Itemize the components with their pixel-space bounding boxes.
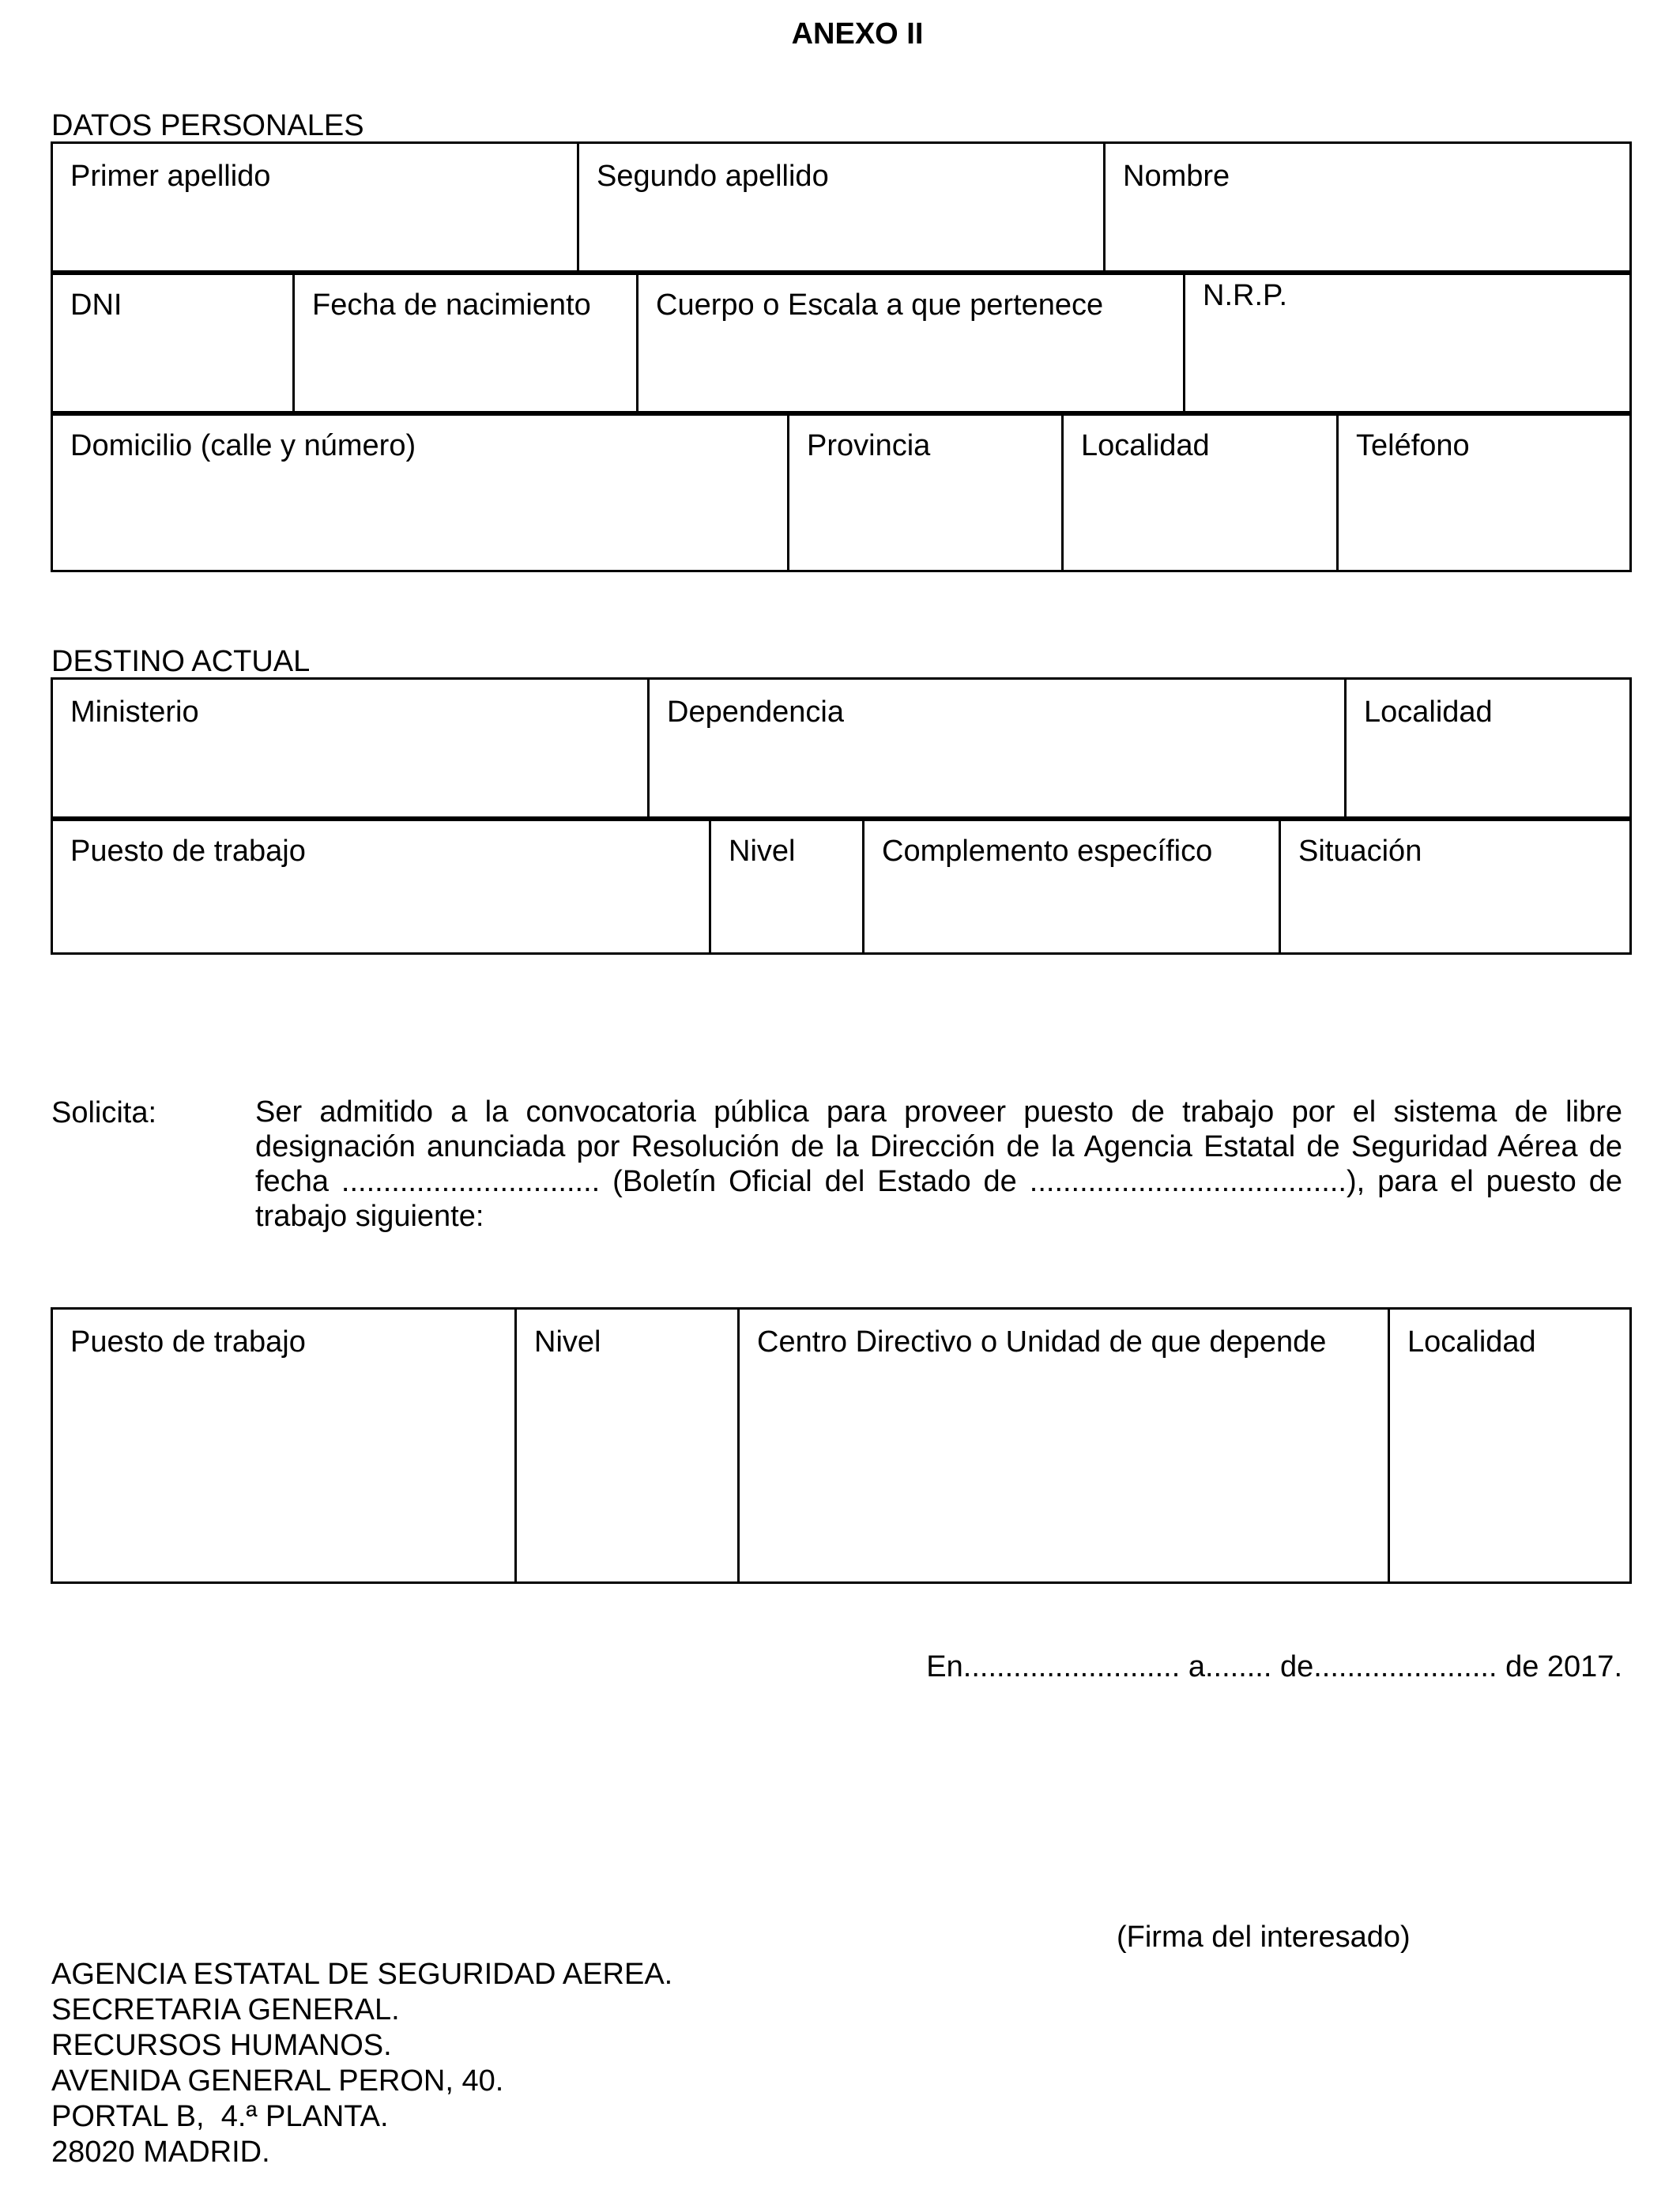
segundo-apellido-field[interactable]: Segundo apellido (578, 143, 1105, 274)
localidad-solicitada-field[interactable]: Localidad (1389, 1309, 1631, 1583)
cuerpo-escala-field[interactable]: Cuerpo o Escala a que pertenece (638, 272, 1185, 415)
datos-personales-row1 (51, 141, 1632, 275)
localidad-field[interactable]: Localidad (1063, 413, 1338, 571)
centro-directivo-field[interactable]: Centro Directivo o Unidad de que depende (739, 1309, 1389, 1583)
address-line: AGENCIA ESTATAL DE SEGURIDAD AEREA. (51, 1958, 673, 1991)
complemento-especifico-field[interactable]: Complemento específico (864, 818, 1280, 954)
datos-personales-row3 (51, 411, 1632, 572)
domicilio-field[interactable]: Domicilio (calle y número) (52, 413, 789, 571)
nrp-field[interactable]: N.R.P. (1185, 272, 1631, 415)
telefono-field[interactable]: Teléfono (1338, 413, 1631, 571)
situacion-field[interactable]: Situación (1280, 818, 1631, 954)
destino-actual-row1 (51, 677, 1632, 821)
page-title: ANEXO II (791, 17, 924, 51)
address-line: RECURSOS HUMANOS. (51, 2029, 392, 2062)
address-line: PORTAL B, 4.ª PLANTA. (51, 2100, 389, 2133)
address-line: SECRETARIA GENERAL. (51, 1993, 400, 2026)
address-line: 28020 MADRID. (51, 2136, 270, 2169)
date-line: En.......................... a........ de...................... de 2017. (926, 1650, 1622, 1683)
solicita-label: Solicita: (51, 1096, 157, 1129)
solicita-text: Ser admitido a la convocatoria pública para proveer puesto de trabajo por el sistema de libre designación anunciada por Resolución de la Dirección de la Agencia Estatal de Seguridad Aérea de fecha ............................... (Boletín Oficial del Estado de ......................................), para el puesto de trabajo siguiente: (255, 1095, 1622, 1233)
nivel-solicitado-field[interactable]: Nivel (516, 1309, 739, 1583)
ministerio-field[interactable]: Ministerio (52, 679, 649, 820)
nombre-field[interactable]: Nombre (1105, 143, 1631, 274)
destino-actual-heading: DESTINO ACTUAL (51, 645, 311, 678)
destino-localidad-field[interactable]: Localidad (1346, 679, 1631, 820)
puesto-trabajo-solicitado-field[interactable]: Puesto de trabajo (52, 1309, 516, 1583)
puesto-solicitado-table (51, 1307, 1632, 1584)
datos-personales-row2 (51, 270, 1632, 416)
puesto-trabajo-actual-field[interactable]: Puesto de trabajo (52, 818, 710, 954)
nivel-actual-field[interactable]: Nivel (710, 818, 864, 954)
firma-label: (Firma del interesado) (1117, 1921, 1411, 1954)
destino-actual-row2 (51, 816, 1632, 955)
address-block (51, 1957, 672, 2170)
datos-personales-heading: DATOS PERSONALES (51, 109, 364, 142)
provincia-field[interactable]: Provincia (789, 413, 1063, 571)
dependencia-field[interactable]: Dependencia (649, 679, 1346, 820)
fecha-nacimiento-field[interactable]: Fecha de nacimiento (294, 272, 638, 415)
address-line: AVENIDA GENERAL PERON, 40. (51, 2064, 504, 2098)
primer-apellido-field[interactable]: Primer apellido (52, 143, 578, 274)
dni-field[interactable]: DNI (52, 272, 294, 415)
